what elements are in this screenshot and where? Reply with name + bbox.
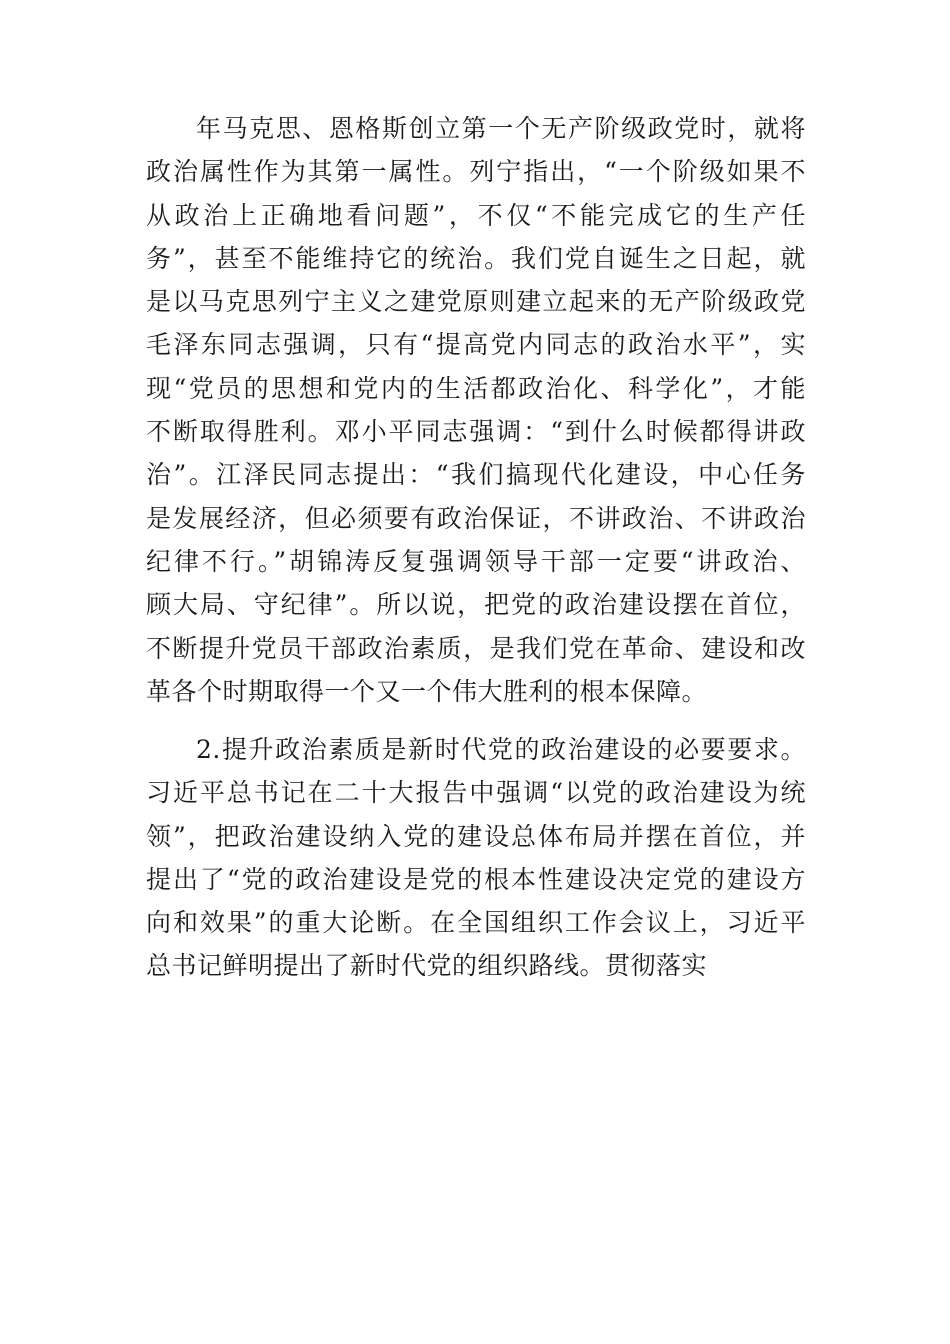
paragraph-line: 领”，把政治建设纳入党的建设总体布局并摆在首位，并 xyxy=(146,821,806,851)
paragraph-line: 2.提升政治素质是新时代党的政治建设的必要要求。 xyxy=(196,735,806,764)
paragraph-line: 务”，甚至不能维持它的统治。我们党自诞生之日起，就 xyxy=(146,243,806,273)
paragraph-line: 治”。江泽民同志提出：“我们搞现代化建设，中心任务 xyxy=(146,460,806,490)
paragraph-line: 年马克思、恩格斯创立第一个无产阶级政党时，就将 xyxy=(196,114,806,143)
paragraph-line: 革各个时期取得一个又一个伟大胜利的根本保障。 xyxy=(146,676,708,706)
paragraph-line: 提出了“党的政治建设是党的根本性建设决定党的建设方 xyxy=(146,864,806,894)
paragraph-line: 毛泽东同志强调，只有“提高党内同志的政治水平”，实 xyxy=(146,330,806,360)
paragraph-2 xyxy=(146,728,806,988)
paragraph-line: 是发展经济，但必须要有政治保证，不讲政治、不讲政治 xyxy=(146,503,806,533)
paragraph-line: 习近平总书记在二十大报告中强调“以党的政治建设为统 xyxy=(146,778,806,808)
paragraph-line: 总书记鲜明提出了新时代党的组织路线。贯彻落实 xyxy=(146,951,708,981)
paragraph-line: 从政治上正确地看问题”，不仅“不能完成它的生产任 xyxy=(146,200,806,230)
paragraph-line: 纪律不行。”胡锦涛反复强调领导干部一定要“讲政治、 xyxy=(146,546,806,576)
paragraph-1 xyxy=(146,107,806,713)
paragraph-line: 是以马克思列宁主义之建党原则建立起来的无产阶级政党 xyxy=(146,287,806,317)
paragraph-line: 现“党员的思想和党内的生活都政治化、科学化”，才能 xyxy=(146,373,806,403)
paragraph-line: 不断提升党员干部政治素质，是我们党在革命、建设和改 xyxy=(146,633,806,663)
paragraph-line: 政治属性作为其第一属性。列宁指出，“一个阶级如果不 xyxy=(146,157,806,187)
paragraph-line: 不断取得胜利。邓小平同志强调：“到什么时候都得讲政 xyxy=(146,417,806,447)
paragraph-line: 向和效果”的重大论断。在全国组织工作会议上，习近平 xyxy=(146,908,806,938)
paragraph-line: 顾大局、守纪律”。所以说，把党的政治建设摆在首位， xyxy=(146,590,806,620)
